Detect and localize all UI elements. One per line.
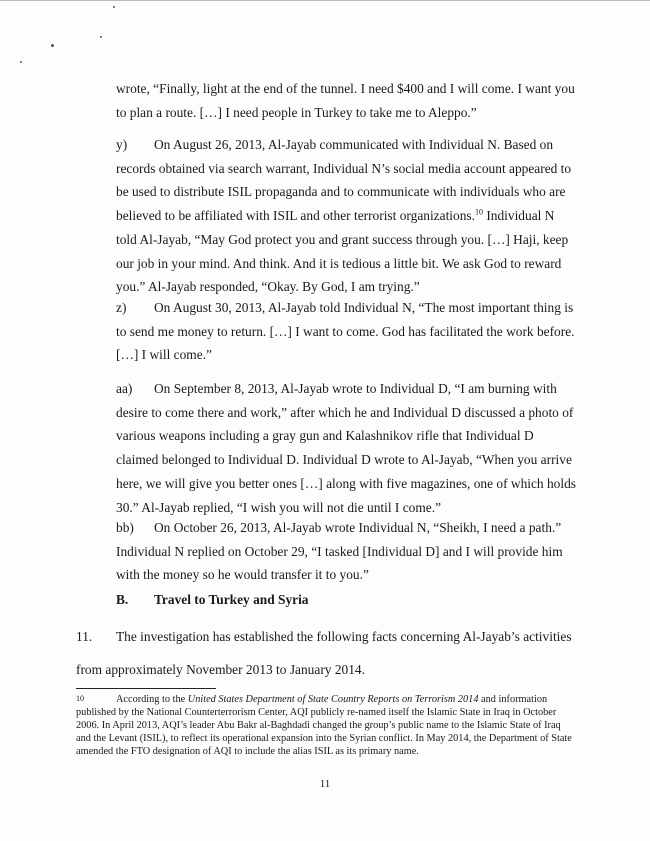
footnote-mark: 10 bbox=[76, 694, 84, 703]
scan-speck bbox=[20, 61, 22, 63]
paragraph-text: On August 30, 2013, Al-Jayab told Individual N, “The most important thing is to send me money to return. […] I want to come. God has facilitated the work before. […] I will come.” bbox=[116, 300, 575, 363]
footnote-text: and information published by the National Counterterrorism Center, AQI publicly re-named itself the Islamic State in Iraq in October 2006. In April 2013, AQI’s leader Abu Bakr al-Baghdadi changed the group’s public name to the Islamic State of Iraq and the Levant (ISIL), to reflect its operational expansion into the Syrian conflict. In May 2014, the Department of State amended the FTO designation of AQI to include the alias ISIL as its primary name. bbox=[76, 694, 572, 757]
paragraph-z bbox=[116, 296, 576, 367]
paragraph-text: On August 26, 2013, Al-Jayab communicated with Individual N. Based on records obtained via search warrant, Individual N’s social media account appeared to be used to distribute ISIL propaganda and to communicate with individuals who are believed to be affiliated with ISIL and other terrorist organizations. bbox=[116, 137, 572, 224]
scan-edge bbox=[0, 0, 650, 1]
page-number: 11 bbox=[319, 778, 331, 790]
paragraph-text: On September 8, 2013, Al-Jayab wrote to Individual D, “I am burning with desire to come there and work,” after which he and Individual D discussed a photo of various weapons including a gray gun and Kalashnikov rifle that Individual D claimed belonged to Individual D. Individual D wrote to Al-Jayab, “When you arrive here, we will give you better ones […] along with five magazines, one of which holds 30.” Al-Jayab replied, “I wish you will not die until I come.” bbox=[116, 381, 576, 515]
section-title: Travel to Turkey and Syria bbox=[154, 592, 309, 607]
footnote-text: According to the bbox=[116, 694, 188, 705]
footnote-reference[interactable]: 10 bbox=[474, 207, 483, 217]
paragraph-label: z) bbox=[116, 300, 127, 315]
footnote bbox=[76, 693, 576, 758]
paragraph-text: On October 26, 2013, Al-Jayab wrote Individual N, “Sheikh, I need a path.” Individual N replied on October 29, “I tasked [Individual D] and I will provide him with the money so he would transfer it to you.” bbox=[116, 520, 563, 583]
section-label: B. bbox=[116, 592, 129, 607]
section-heading bbox=[116, 592, 309, 608]
scan-speck bbox=[113, 6, 115, 8]
scan-speck bbox=[100, 36, 102, 38]
paragraph-text: Individual N told Al-Jayab, “May God protect you and grant success through you. […] Haji, keep our job in your mind. And think. And it is tedious a little bit. We ask God to reward you.” Al-Jayab responded, “Okay. By God, I am trying.” bbox=[116, 208, 569, 295]
paragraph-number: 11. bbox=[76, 629, 93, 644]
scan-speck bbox=[51, 44, 54, 47]
paragraph-bb bbox=[116, 516, 576, 587]
paragraph-text: The investigation has established the following facts concerning Al-Jayab’s activities from approximately November 2013 to January 2014. bbox=[76, 629, 572, 677]
paragraph-text: wrote, “Finally, light at the end of the tunnel. I need $400 and I will come. I want you to plan a route. […] I need people in Turkey to take me to Aleppo.” bbox=[116, 81, 575, 120]
paragraph-y bbox=[116, 133, 576, 299]
paragraph-label: bb) bbox=[116, 520, 134, 535]
paragraph-continuation bbox=[116, 77, 576, 124]
paragraph-label: aa) bbox=[116, 381, 133, 396]
footnote-citation: United States Department of State Country Reports on Terrorism 2014 bbox=[187, 694, 479, 705]
paragraph-aa bbox=[116, 377, 576, 519]
paragraph-label: y) bbox=[116, 137, 128, 152]
paragraph-11 bbox=[76, 620, 576, 686]
footnote-separator bbox=[76, 688, 216, 689]
